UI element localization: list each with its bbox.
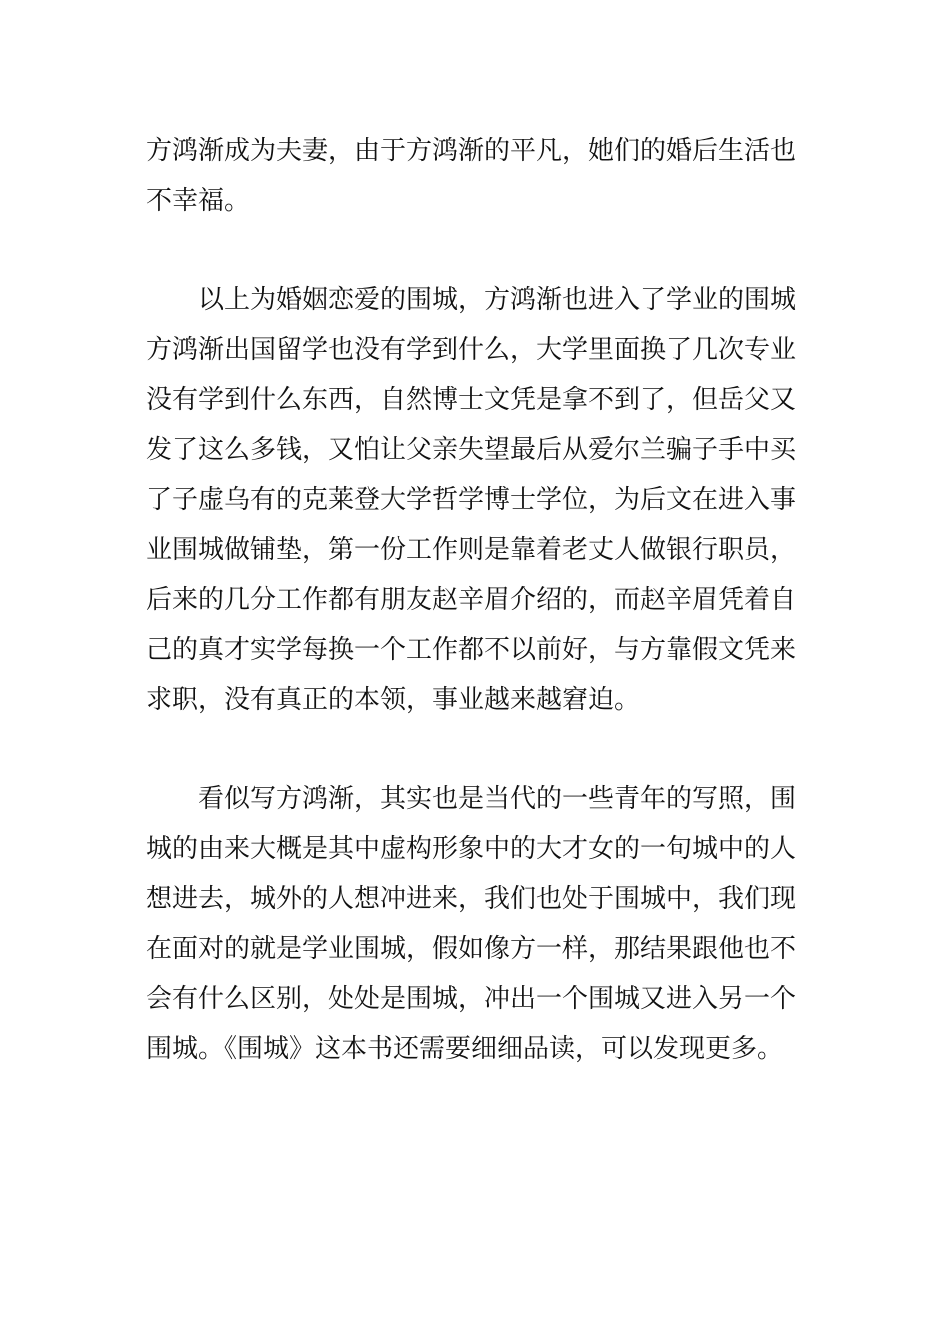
paragraph-line: 方鸿渐成为夫妻，由于方鸿渐的平凡，她们的婚后生活也 [146,136,797,166]
paragraph-line: 业围城做铺垫，第一份工作则是靠着老丈人做银行职员， [146,535,797,565]
paragraph-line: 城的由来大概是其中虚构形象中的大才女的一句城中的人 [146,834,797,864]
paragraph-line: 了子虚乌有的克莱登大学哲学博士学位，为后文在进入事 [146,485,797,515]
paragraph-line: 会有什么区别，处处是围城，冲出一个围城又进入另一个 [146,984,797,1014]
paragraph-1 [146,126,806,226]
paragraph-line: 发了这么多钱，又怕让父亲失望最后从爱尔兰骗子手中买 [146,435,797,465]
paragraph-line: 己的真才实学每换一个工作都不以前好，与方靠假文凭来 [146,635,797,665]
paragraph-line: 看似写方鸿渐，其实也是当代的一些青年的写照，围 [198,784,797,814]
paragraph-line: 方鸿渐出国留学也没有学到什么，大学里面换了几次专业 [146,335,797,365]
paragraph-3 [146,774,806,1074]
paragraph-line: 以上为婚姻恋爱的围城，方鸿渐也进入了学业的围城 [198,285,797,315]
paragraph-line: 后来的几分工作都有朋友赵辛眉介绍的，而赵辛眉凭着自 [146,585,797,615]
paragraph-line: 不幸福。 [146,186,251,216]
paragraph-line: 围城。《围城》这本书还需要细细品读，可以发现更多。 [146,1034,784,1064]
paragraph-line: 求职，没有真正的本领，事业越来越窘迫。 [146,685,641,715]
paragraph-2 [146,275,806,725]
paragraph-line: 没有学到什么东西，自然博士文凭是拿不到了，但岳父又 [146,385,797,415]
paragraph-line: 想进去，城外的人想冲进来，我们也处于围城中，我们现 [146,884,797,914]
paragraph-line: 在面对的就是学业围城，假如像方一样，那结果跟他也不 [146,934,797,964]
